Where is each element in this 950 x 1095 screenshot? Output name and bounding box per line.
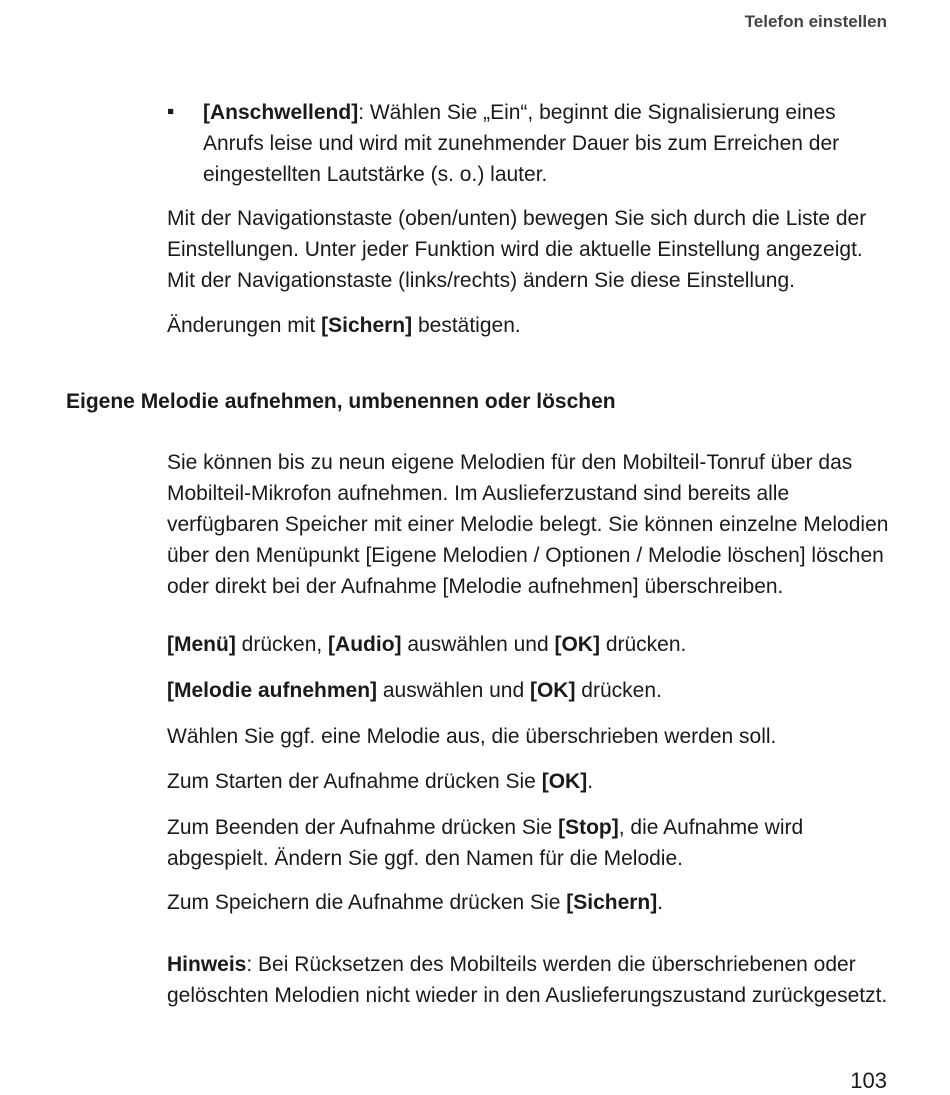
step-text: auswählen und: [401, 633, 555, 656]
step-text: , die Aufnahme wird abgespielt. Ändern Sie ggf. den Namen für die Melodie.: [167, 816, 804, 870]
key-ok: [OK]: [554, 633, 600, 656]
step-5: [167, 812, 892, 874]
section-heading: Eigene Melodie aufnehmen, umbenennen oder löschen: [66, 390, 616, 413]
key-ok: [OK]: [529, 679, 576, 702]
paragraph-navigation: Mit der Navigationstaste (oben/unten) bewegen Sie sich durch die Liste der Einstellungen. Unter jeder Funktion wird die aktuelle Einstellung angezeigt. Mit der Navigationstaste (links/rechts) ändern Sie diese Einstellung.: [167, 207, 867, 292]
note-label: Hinweis: [167, 953, 247, 976]
key-save: [Sichern]: [566, 891, 658, 914]
confirm-text: Änderungen mit: [167, 314, 322, 337]
step-6: [167, 887, 892, 918]
bullet-text: : Wählen Sie „Ein“, beginnt die Signalisierung eines Anrufs leise und wird mit zunehmender Dauer bis zum Erreichen der eingestellten Lautstärke (s. o.) lauter.: [203, 101, 840, 186]
bullet-marker: ▪: [167, 100, 175, 123]
step-text: drücken,: [235, 633, 329, 656]
step-1: [167, 629, 892, 660]
step-text: drücken.: [575, 679, 662, 702]
step-text: drücken.: [599, 633, 687, 656]
step-4: [167, 766, 892, 797]
step-text: Zum Beenden der Aufnahme drücken Sie: [167, 816, 559, 839]
step-2: [167, 675, 892, 706]
step-text: .: [657, 891, 664, 914]
key-stop: [Stop]: [558, 816, 619, 839]
step-text: auswählen und: [377, 679, 530, 702]
step-3: Wählen Sie ggf. eine Melodie aus, die überschrieben werden soll.: [167, 725, 777, 748]
running-header: Telefon einstellen: [744, 12, 887, 31]
key-record-melody: [Melodie aufnehmen]: [167, 679, 378, 702]
step-text: .: [587, 770, 594, 793]
confirm-text-end: bestätigen.: [412, 314, 521, 337]
key-audio: [Audio]: [328, 633, 402, 656]
page-number: 103: [850, 1068, 887, 1093]
key-ok: [OK]: [541, 770, 588, 793]
paragraph-confirm: [167, 310, 892, 341]
step-text: Zum Starten der Aufnahme drücken Sie: [167, 770, 542, 793]
bullet-label: [Anschwellend]: [203, 101, 359, 124]
section-intro: Sie können bis zu neun eigene Melodien für den Mobilteil-Tonruf über das Mobilteil-Mikrofon aufnehmen. Im Auslieferzustand sind bereits alle verfügbaren Speicher mit einer Melodie belegt. Sie können einzelne Melodien über den Menüpunkt [Eigene Melodien / Optionen / Melodie löschen] löschen oder direkt bei der Aufnahme [Melodie aufnehmen] überschreiben.: [167, 451, 889, 598]
note-text: : Bei Rücksetzen des Mobilteils werden die überschriebenen oder gelöschten Melodien nicht wieder in den Auslieferungszustand zurückgesetzt.: [167, 953, 888, 1007]
step-text: Zum Speichern die Aufnahme drücken Sie: [167, 891, 567, 914]
bullet-item: [203, 97, 893, 190]
confirm-key: [Sichern]: [321, 314, 413, 337]
note: [167, 949, 892, 1011]
key-menu: [Menü]: [167, 633, 236, 656]
